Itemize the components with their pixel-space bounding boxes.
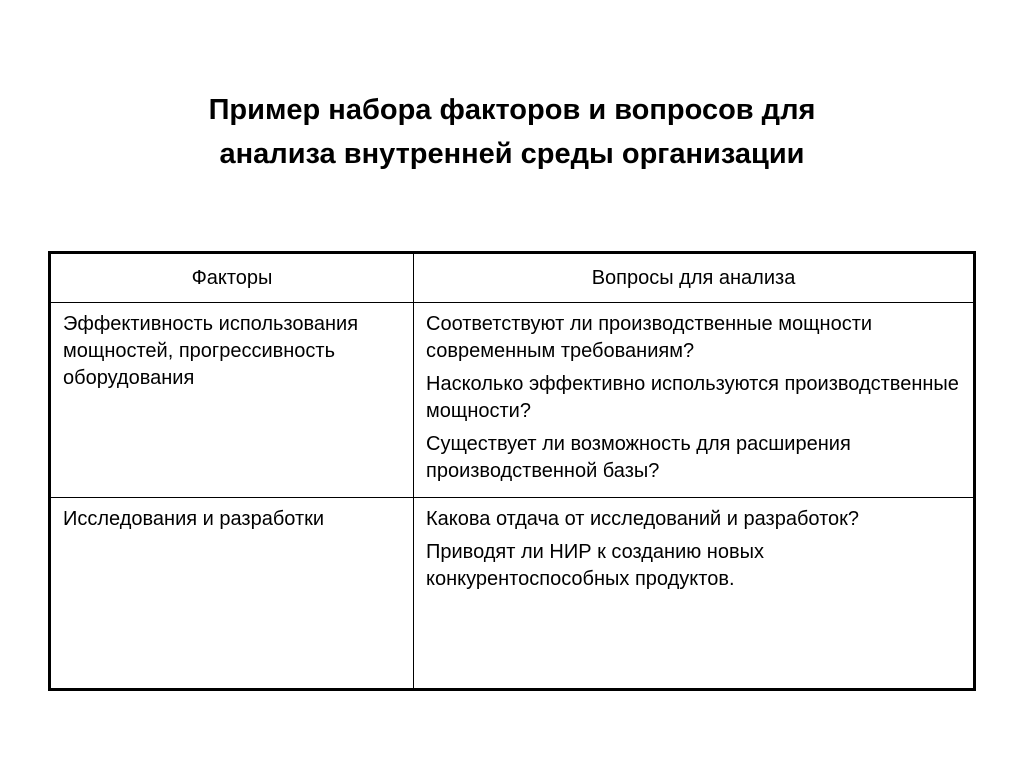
header-questions: Вопросы для анализа — [414, 253, 975, 303]
page-title-line-2: анализа внутренней среды организации — [219, 138, 805, 170]
question-text: Существует ли возможность для расширения производственной базы? — [426, 433, 851, 482]
questions-cell — [414, 498, 975, 690]
factor-text: Исследования и разработки — [63, 508, 325, 530]
table-row — [50, 303, 975, 498]
table-row — [50, 498, 975, 690]
factors-questions-table — [48, 251, 976, 691]
question-text: Какова отдача от исследований и разработок? — [426, 508, 860, 530]
question-text: Насколько эффективно используются производственные мощности? — [426, 373, 959, 422]
factor-cell — [50, 498, 414, 690]
header-factors: Факторы — [50, 253, 414, 303]
table-header-row — [50, 253, 975, 303]
question-text: Приводят ли НИР к созданию новых конкурентоспособных продуктов. — [426, 541, 764, 590]
page-title-line-1: Пример набора факторов и вопросов для — [208, 94, 816, 126]
factor-cell — [50, 303, 414, 498]
questions-cell — [414, 303, 975, 498]
factor-text: Эффективность использования мощностей, прогрессивность оборудования — [63, 313, 359, 389]
question-text: Соответствуют ли производственные мощности современным требованиям? — [426, 313, 873, 362]
page-title — [0, 88, 1024, 176]
